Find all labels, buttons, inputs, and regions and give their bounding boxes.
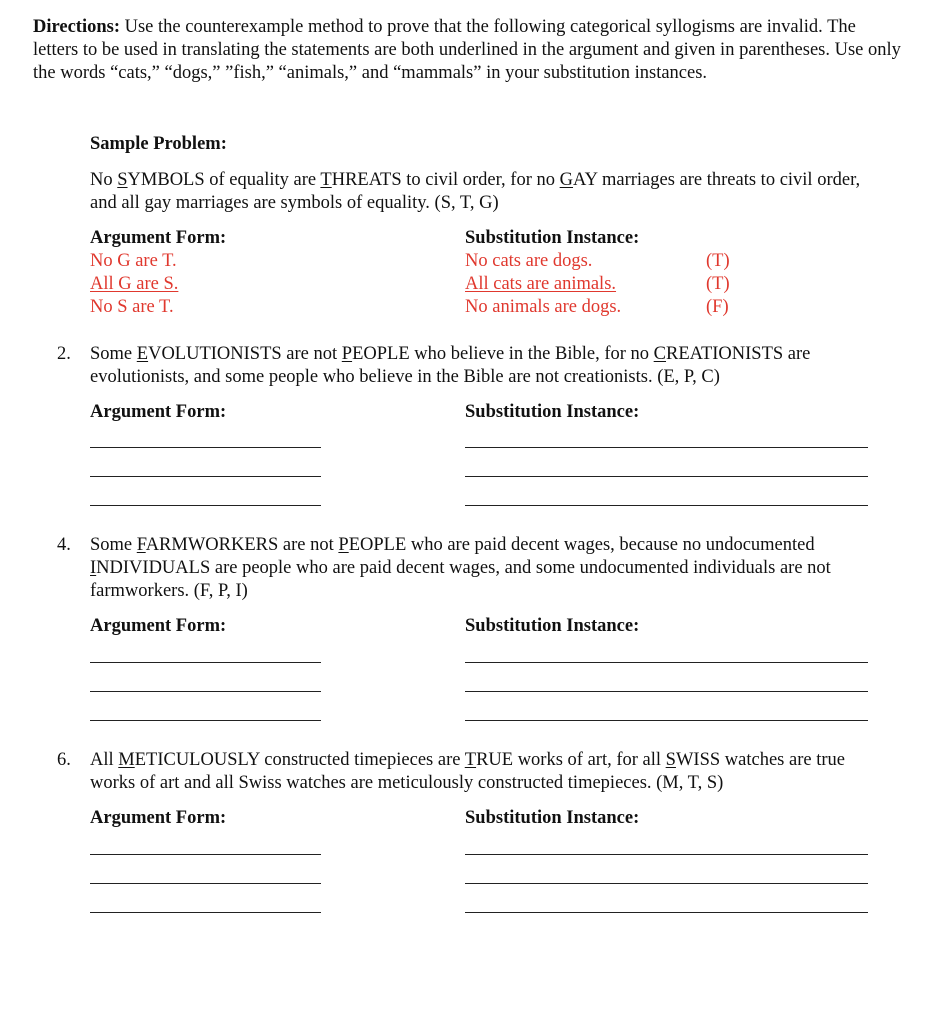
q4-instance-answer-line-3[interactable] (465, 720, 868, 721)
sample-instance-line-3: No animals are dogs. (465, 297, 622, 317)
sample-instance-line-1: No cats are dogs. (465, 251, 593, 271)
sample-problem-text: No SYMBOLS of equality are THREATS to civil order, for no GAY marriages are threats to civil order, and all gay marriages are symbols of equality. (S, T, G) (90, 170, 861, 213)
q2-instance-answer-line-3[interactable] (465, 505, 868, 506)
question-2-number: 2. (57, 344, 71, 364)
q6-form-answer-line-1[interactable] (90, 854, 321, 855)
q6-form-answer-line-3[interactable] (90, 912, 321, 913)
q6-substitution-header: Substitution Instance: (465, 808, 640, 828)
q2-argument-form-header: Argument Form: (90, 402, 227, 422)
sample-truth-value-1: (T) (706, 251, 730, 271)
sample-form-line-2: All G are S. (90, 274, 179, 294)
sample-truth-value-2: (T) (706, 274, 730, 294)
directions-paragraph (33, 16, 903, 85)
question-4-text: Some FARMWORKERS are not PEOPLE who are paid decent wages, because no undocumented INDIVIDUALS are people who are paid decent wages, and some undocumented individuals are not farmworkers. (F, P, I) (90, 535, 831, 601)
directions-text: Use the counterexample method to prove that the following categorical syllogisms are invalid. The letters to be used in translating the statements are both underlined in the argument and given in parentheses. Use only the words “cats,” “dogs,” ”fish,” “animals,” and “mammals” in your substitution instances. (33, 17, 901, 83)
question-2-text: Some EVOLUTIONISTS are not PEOPLE who believe in the Bible, for no CREATIONISTS are evolutionists, and some people who believe in the Bible are not creationists. (E, P, C) (90, 344, 811, 387)
sample-problem-title: Sample Problem: (90, 134, 227, 154)
q2-form-answer-line-3[interactable] (90, 505, 321, 506)
q2-form-answer-line-1[interactable] (90, 447, 321, 448)
q4-form-answer-line-3[interactable] (90, 720, 321, 721)
q2-instance-answer-line-2[interactable] (465, 476, 868, 477)
q4-instance-answer-line-2[interactable] (465, 691, 868, 692)
q4-form-answer-line-1[interactable] (90, 662, 321, 663)
question-4-number: 4. (57, 535, 71, 555)
sample-truth-value-3: (F) (706, 297, 729, 317)
q2-instance-answer-line-1[interactable] (465, 447, 868, 448)
q6-instance-answer-line-3[interactable] (465, 912, 868, 913)
q4-instance-answer-line-1[interactable] (465, 662, 868, 663)
q2-form-answer-line-2[interactable] (90, 476, 321, 477)
sample-substitution-header: Substitution Instance: (465, 228, 640, 248)
q4-substitution-header: Substitution Instance: (465, 616, 640, 636)
q4-form-answer-line-2[interactable] (90, 691, 321, 692)
sample-form-line-1: No G are T. (90, 251, 177, 271)
q4-argument-form-header: Argument Form: (90, 616, 227, 636)
question-6-number: 6. (57, 750, 71, 770)
q2-substitution-header: Substitution Instance: (465, 402, 640, 422)
q6-instance-answer-line-2[interactable] (465, 883, 868, 884)
question-6-text: All METICULOUSLY constructed timepieces are TRUE works of art, for all SWISS watches are true works of art and all Swiss watches are meticulously constructed timepieces. (M, T, S) (90, 750, 845, 793)
q6-form-answer-line-2[interactable] (90, 883, 321, 884)
q6-instance-answer-line-1[interactable] (465, 854, 868, 855)
sample-instance-line-2: All cats are animals. (465, 274, 617, 294)
sample-argument-form-header: Argument Form: (90, 228, 227, 248)
directions-label: Directions: (33, 17, 120, 37)
sample-form-line-3: No S are T. (90, 297, 174, 317)
q6-argument-form-header: Argument Form: (90, 808, 227, 828)
